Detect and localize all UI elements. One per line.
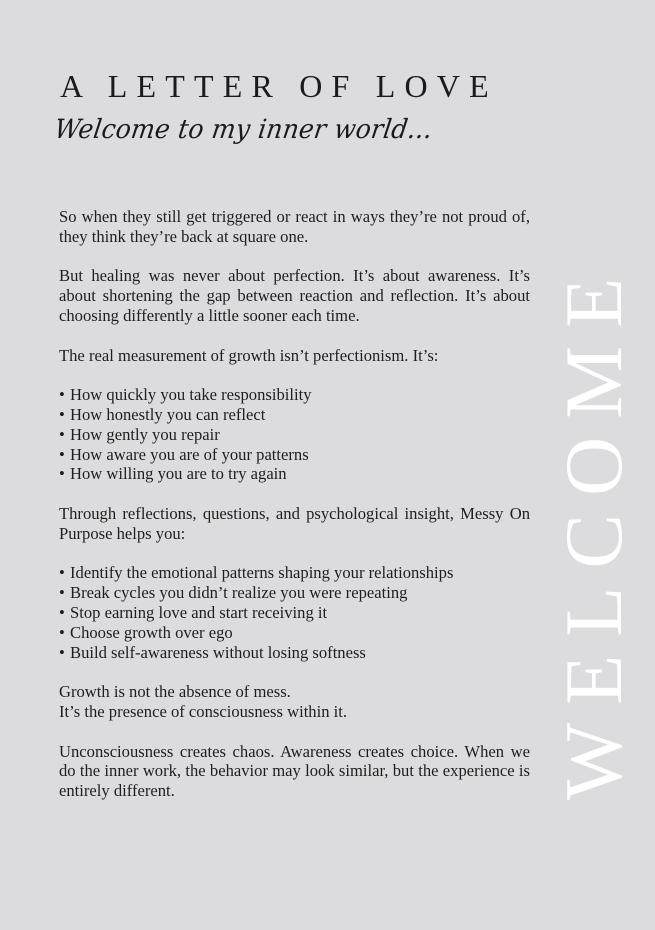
- list-item: • Stop earning love and start receiving it: [59, 602, 328, 622]
- paragraph-measurement: The real measurement of growth isn’t perfectionism. It’s:: [59, 345, 439, 365]
- list-item: • Identify the emotional patterns shaping your relationships: [59, 563, 454, 583]
- growth-line-2: It’s the presence of consciousness within it.: [59, 701, 348, 721]
- list-item: • Choose growth over ego: [59, 622, 233, 642]
- paragraph-growth-mess: [59, 682, 530, 722]
- letter-body: [59, 207, 530, 821]
- list-item: • How aware you are of your patterns: [59, 444, 309, 464]
- helps-you-list: [59, 563, 530, 662]
- growth-measures-list: [59, 385, 530, 484]
- paragraph-healing: But healing was never about perfection. It’s about awareness. It’s about shortening the gap between reaction and reflection. It’s about choosing differently a little sooner each time.: [59, 266, 530, 325]
- paragraph-unconsciousness: Unconsciousness creates chaos. Awareness creates choice. When we do the inner work, the behavior may look similar, but the experience is entirely different.: [59, 741, 530, 801]
- list-item: • How quickly you take responsibility: [59, 385, 312, 405]
- page-title: A LETTER OF LOVE: [60, 68, 498, 104]
- list-item: • How gently you repair: [59, 424, 220, 444]
- vertical-welcome-word: WELCOME: [548, 259, 639, 801]
- list-item: • Build self-awareness without losing softness: [59, 642, 366, 662]
- list-item: • How willing you are to try again: [59, 464, 287, 484]
- handwritten-subtitle: Welcome to my inner world...: [52, 113, 435, 145]
- paragraph-through-reflections: Through reflections, questions, and psychological insight, Messy On Purpose helps you:: [59, 503, 530, 543]
- paragraph-square-one: So when they still get triggered or react in ways they’re not proud of, they think they’re back at square one.: [59, 207, 530, 246]
- list-item: • Break cycles you didn’t realize you were repeating: [59, 583, 408, 603]
- growth-line-1: Growth is not the absence of mess.: [59, 682, 291, 702]
- list-item: • How honestly you can reflect: [59, 404, 266, 424]
